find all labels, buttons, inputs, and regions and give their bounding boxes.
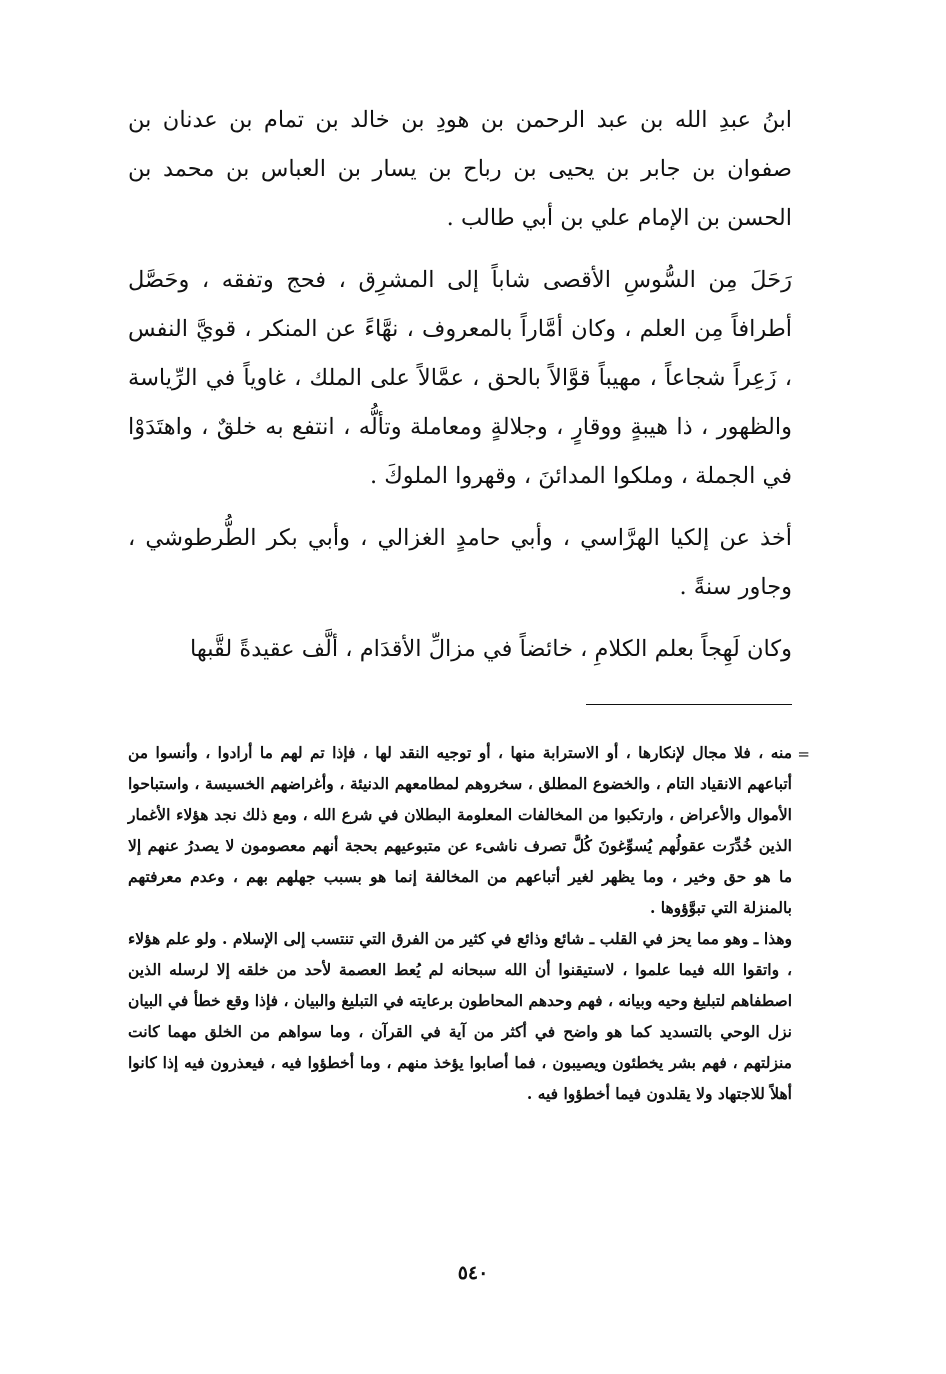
page-body (128, 96, 810, 1109)
page-number: ٥٤٠ (457, 1262, 489, 1284)
main-paragraph-travels: رَحَلَ مِن السُّوسِ الأقصى شاباً إلى المشرِق ، فحج وتفقه ، وحَصَّل أطرافاً مِن العلم ، وكان أمَّاراً بالمعروف ، نهَّاءً عن المنكر ، قويَّ النفس ، زَعِراً شجاعاً ، مهيباً قوَّالاً بالحق ، عمَّالاً على الملك ، غاوياً في الرِّياسة والظهور ، ذا هيبةٍ ووقارٍ ، وجلالةٍ ومعاملة وتألُّه ، انتفع به خلقٌ ، واهتَدَوْا في الجملة ، وملكوا المدائنَ ، وقهروا الملوكَ . (128, 267, 792, 489)
footnote-paragraph-1: منه ، فلا مجال لإنكارها ، أو الاسترابة منها ، أو توجيه النقد لها ، فإذا تم لهم ما أرادوا ، وأنسوا من أتباعهم الانقياد التام ، والخضوع المطلق ، سخروهم لمطامعهم الدنيئة ، وأغراضهم الخسيسة ، واستباحوا الأموال والأعراض ، وارتكبوا من المخالفات المعلومة البطلان في شرع الله ، ومع ذلك نجد هؤلاء الأغمار الذين خُدِّرَت عقولُهم يُسوِّغونَ كُلَّ تصرف ناشىء عن متبوعيهم بحجة أنهم معصومون لا يصدرُ عنهم إلا ما هو حق وخير ، وما يظهر لغير أتباعهم من المخالفة إنما هو بسبب جهلهم بهم ، وعدم معرفتهم بالمنزلة التي تبوَّؤوها . (128, 743, 792, 917)
main-paragraph-creed: وكان لَهِجاً بعلم الكلامِ ، خائضاً في مزالِّ الأقدَام ، ألَّف عقيدةً لقَّبها (190, 636, 792, 662)
main-paragraph-lineage: ابنُ عبدِ الله بن عبد الرحمن بن هودِ بن خالد بن تمام بن عدنان بن صفوان بن جابر بن يحيى بن رباح بن يسار بن العباس بن محمد بن الحسن بن الإمام علي بن أبي طالب . (128, 107, 792, 231)
footnote-separator (586, 704, 792, 705)
footnotes-section (128, 737, 810, 1109)
footnote-continued (128, 737, 810, 923)
main-paragraph-teachers: أخذ عن إلكيا الهرَّاسي ، وأبي حامدٍ الغزالي ، وأبي بكر الطُّرطوشي ، وجاور سنةً . (128, 525, 792, 600)
footnote-continuation-mark: = (797, 745, 810, 763)
footnote-paragraph-2: وهذا ـ وهو مما يحز في القلب ـ شائع وذائع في كثير من الفرق التي تنتسب إلى الإسلام . ولو علم هؤلاء ، واتقوا الله فيما علموا ، لاستيقنوا أن الله سبحانه لم يُعط العصمة لأحد من خلقه إلا لرسله الذين اصطفاهم لتبليغ وحيه وبيانه ، فهم وحدهم المحاطون برعايته في التبليغ والبيان ، فإذا وقع خطأ في البيان نزل الوحي بالتسديد كما هو واضح في أكثر من آية في القرآن ، وما سواهم من الخلق مهما كانت منزلتهم ، فهم بشر يخطئون ويصيبون ، فما أصابوا يؤخذ منهم ، وما أخطؤوا فيه ، فيعذرون فيه إذا كانوا أهلاً للاجتهاد ولا يقلدون فيما أخطؤوا فيه . (128, 929, 792, 1103)
